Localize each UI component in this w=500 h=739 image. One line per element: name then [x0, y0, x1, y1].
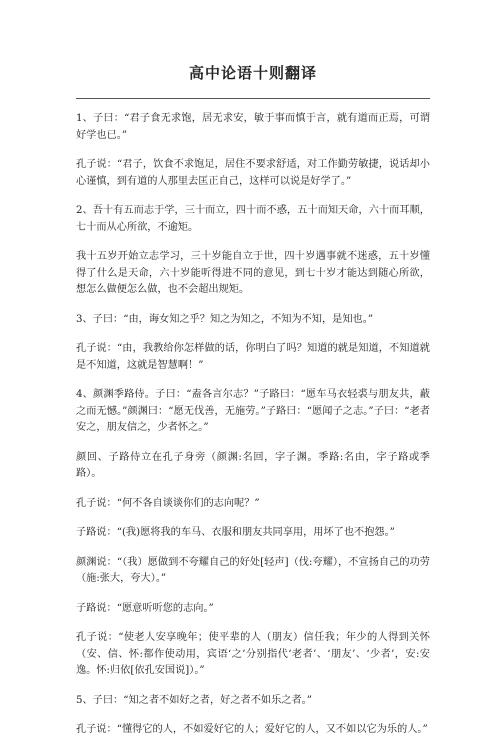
paragraph-6: 孔子说：“由，我教给你怎样做的话，你明白了吗？知道的就是知道，不知道就是不知道，这就是智慧啊！” — [76, 343, 430, 371]
paragraph-12: 子路说：“愿意听听您的志向。” — [76, 602, 214, 614]
paragraph-8: 颜回、子路侍立在孔子身旁（颜渊:名回，字子渊。季路:名由，字子路或季路）。 — [76, 451, 430, 479]
document-body — [76, 111, 430, 739]
paragraph-3: 2、吾十有五而志于学，三十而立，四十而不惑，五十而知天命，六十而耳顺，七十而从心所欲，不逾矩。 — [76, 205, 430, 233]
paragraph-4: 我十五岁开始立志学习，三十岁能自立于世，四十岁遇事就不迷惑，五十岁懂得了什么是天命，六十岁能听得进不同的意见，到七十岁才能达到随心所欲，想怎么做便怎么做，也不会超出规矩。 — [76, 251, 430, 295]
paragraph-7: 4、颜渊季路侍。子曰：“盍各言尔志？”子路曰：“愿车马衣轻裘与朋友共，蔽之而无憾。”颜渊曰：“愿无伐善，无施劳。”子路曰：“愿闻子之志。”子曰：“老者安之，朋友信之，少者怀之。” — [76, 389, 430, 433]
paragraph-1: 1、子曰：“君子食无求饱，居无求安，敏于事而慎于言，就有道而正焉，可谓好学也已。” — [76, 113, 430, 141]
title-divider — [76, 98, 430, 99]
paragraph-9: 孔子说：“何不各自谈谈你们的志向呢？” — [76, 497, 260, 509]
paragraph-11: 颜渊说：“（我）愿做到不夸耀自己的好处[轻声]（伐:夸耀），不宣扬自己的功劳（施:张大，夸大）。” — [76, 556, 430, 584]
paragraph-13: 孔子说：“使老人安享晚年；使平辈的人（朋友）信任我；年少的人得到关怀（安、信、怀:都作使动用，宾语‘之’分别指代‘老者’、‘朋友’、‘少者’，安:安逸。怀:归依[依孔安国说]）。” — [76, 632, 430, 676]
paragraph-10: 子路说：“(我)愿将我的车马、衣服和朋友共同享用，用坏了也不抱怨。” — [76, 527, 395, 538]
paragraph-14: 5、子曰：“知之者不如好之者，好之者不如乐之者。” — [76, 694, 312, 706]
paragraph-2: 孔子说：“君子，饮食不求饱足，居住不要求舒适，对工作勤劳敏捷，说话却小心谨慎，到有道的人那里去匡正自己，这样可以说是好学了。” — [76, 159, 430, 187]
paragraph-15: 孔子说：“懂得它的人，不如爱好它的人；爱好它的人，又不如以它为乐的人。” — [76, 724, 428, 735]
page-title: 高中论语十则翻译 — [188, 64, 317, 82]
paragraph-5: 3、子曰：“由，诲女知之乎？知之为知之，不知为不知，是知也。” — [76, 313, 374, 325]
